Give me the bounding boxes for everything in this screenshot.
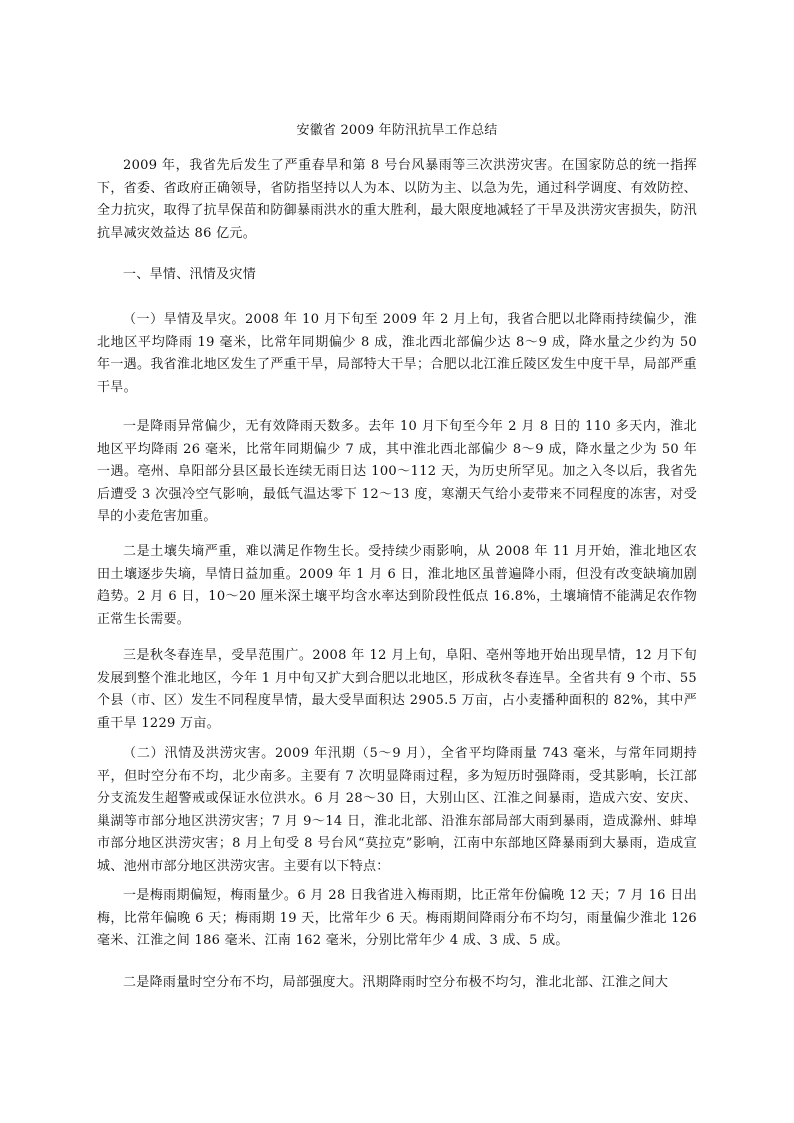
- paragraph-drought-point-3: 三是秋冬春连旱，受旱范围广。2008 年 12 月上旬，阜阳、亳州等地开始出现旱情，12 月下旬发展到整个淮北地区，今年 1 月中旬又扩大到合肥以北地区，形成秋冬春连旱。全省共有 9 个市、55 个县（市、区）发生不同程度旱情，最大受旱面积达 2905.5 万亩，占小麦播种面积的 82%，其中严重干旱 1229 万亩。: [97, 648, 697, 731]
- paragraph-drought-point-1: 一是降雨异常偏少，无有效降雨天数多。去年 10 月下旬至今年 2 月 8 日的 110 多天内，淮北地区平均降雨 26 毫米，比常年同期偏少 7 成，其中淮北西北部偏少 8～9 成，降水量之少为 50 年一遇。亳州、阜阳部分县区最长连续无雨日达 100～112 天，为历史所罕见。加之入冬以后，我省先后遭受 3 次强冷空气影响，最低气温达零下 12～13 度，寒潮天气给小麦带来不同程度的冻害，对受旱的小麦危害加重。: [97, 419, 697, 524]
- paragraph-drought-point-2: 二是土壤失墒严重，难以满足作物生长。受持续少雨影响，从 2008 年 11 月开始，淮北地区农田土壤逐步失墒，旱情日益加重。2009 年 1 月 6 日，淮北地区虽普遍降小雨，但没有改变缺墒加剧趋势。2 月 6 日，10～20 厘米深土壤平均含水率达到阶段性低点 16.8%，土壤墒情不能满足农作物正常生长需要。: [97, 544, 697, 627]
- paragraph-flood-point-2: 二是降雨量时空分布不均，局部强度大。汛期降雨时空分布极不均匀，淮北北部、江淮之间大: [123, 975, 669, 990]
- document-title: 安徽省 2009 年防汛抗旱工作总结: [296, 123, 498, 138]
- paragraph-drought-overview: （一）旱情及旱灾。2008 年 10 月下旬至 2009 年 2 月上旬，我省合肥以北降雨持续偏少，淮北地区平均降雨 19 毫米，比常年同期偏少 8 成，淮北西北部偏少达 8～9 成，降水量之少约为 50 年一遇。我省淮北地区发生了严重干旱，局部特大干旱；合肥以北江淮丘陵区发生中度干旱，局部严重干旱。: [97, 312, 697, 395]
- paragraph-flood-point-1: 一是梅雨期偏短，梅雨量少。6 月 28 日我省进入梅雨期，比正常年份偏晚 12 天；7 月 16 日出梅，比常年偏晚 6 天；梅雨期 19 天，比常年少 6 天。梅雨期间降雨分布不均匀，雨量偏少淮北 126 毫米、江淮之间 186 毫米、江南 162 毫米，分别比常年少 4 成、3 成、5 成。: [97, 888, 697, 948]
- section-heading-1: 一、旱情、汛情及灾情: [123, 267, 257, 282]
- paragraph-intro: 2009 年，我省先后发生了严重春旱和第 8 号台风暴雨等三次洪涝灾害。在国家防总的统一指挥下，省委、省政府正确领导，省防指坚持以人为本、以防为主、以急为先，通过科学调度、有效防控、全力抗灾，取得了抗旱保苗和防御暴雨洪水的重大胜利，最大限度地减轻了干旱及洪涝灾害损失，防汛抗旱减灾效益达 86 亿元。: [97, 158, 697, 241]
- paragraph-flood-overview: （二）汛情及洪涝灾害。2009 年汛期（5～9 月），全省平均降雨量 743 毫米，与常年同期持平，但时空分布不均，北少南多。主要有 7 次明显降雨过程，多为短历时强降雨，受其影响，长江部分支流发生超警戒或保证水位洪水。6 月 28～30 日，大别山区、江淮之间暴雨，造成六安、安庆、巢湖等市部分地区洪涝灾害；7 月 9～14 日，淮北北部、沿淮东部局部大雨到暴雨，造成滁州、蚌埠市部分地区洪涝灾害；8 月上旬受 8 号台风“莫拉克”影响，江南中东部地区降暴雨到大暴雨，造成宣城、池州市部分地区洪涝灾害。主要有以下特点：: [97, 746, 697, 874]
